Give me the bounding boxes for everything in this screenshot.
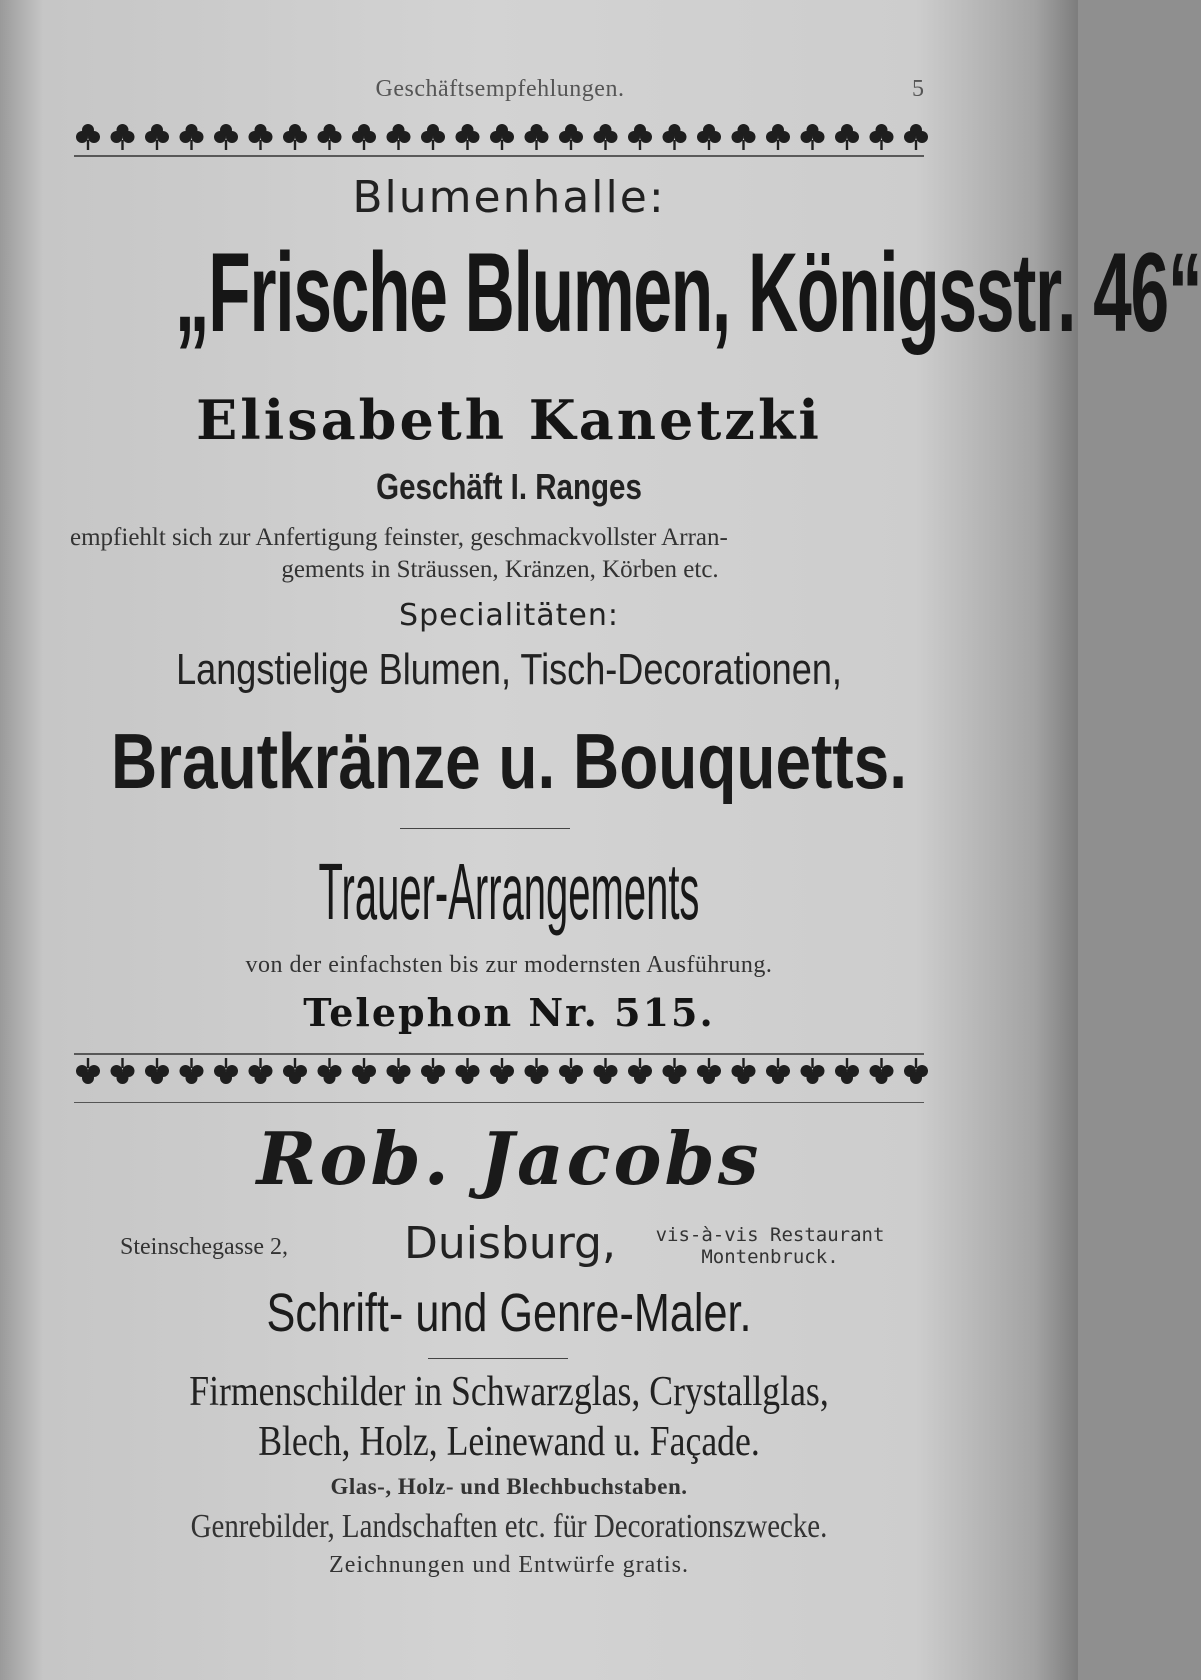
street-address: Steinschegasse 2,	[120, 1234, 288, 1260]
shop-description	[70, 522, 930, 586]
divider	[400, 828, 570, 829]
shop-rank: Geschäft I. Ranges	[376, 466, 642, 507]
shop-heading: Blumenhalle:	[352, 172, 666, 223]
signs-line-2: Blech, Holz, Leinewand u. Façade.	[258, 1419, 760, 1465]
mourning-note: von der einfachsten bis zur modernsten Ausführung.	[245, 952, 773, 978]
clover-ornament-top	[74, 124, 924, 158]
description-line-2: gements in Sträussen, Kränzen, Körben etc.	[281, 556, 719, 583]
section-rule	[74, 1102, 924, 1103]
landmark-line-1: vis-à-vis Restaurant	[655, 1224, 885, 1246]
description-line-1: empfiehlt sich zur Anfertigung feinster, geschmackvollster Arran-	[70, 524, 728, 551]
signs-line-1: Firmenschilder in Schwarzglas, Crystallglas,	[189, 1369, 829, 1415]
drawings-line: Zeichnungen und Entwürfe gratis.	[329, 1552, 689, 1578]
page-number: 5	[912, 76, 924, 102]
letters-line: Glas-, Holz- und Blechbuchstaben.	[330, 1474, 688, 1499]
owner-name: Elisabeth Kanetzki	[196, 388, 822, 452]
running-header: Geschäftsempfehlungen.	[375, 76, 625, 102]
specials-line-1: Langstielige Blumen, Tisch-Decorationen,	[176, 645, 842, 694]
specials-line-2: Brautkränze u. Bouquetts.	[110, 717, 908, 805]
trade-heading: Schrift- und Genre-Maler.	[266, 1283, 752, 1343]
telephone-number: Telephon Nr. 515.	[303, 990, 715, 1035]
painter-name: Rob. Jacobs	[256, 1116, 762, 1201]
shop-headline: „Frische Blumen, Königsstr. 46“	[174, 230, 1201, 355]
clover-ornament-bottom	[74, 1052, 924, 1086]
landmark-line-2: Montenbruck.	[701, 1246, 839, 1268]
city-name: Duisburg,	[404, 1218, 616, 1269]
divider-small	[428, 1358, 568, 1359]
pictures-line: Genrebilder, Landschaften etc. für Decorationszwecke.	[190, 1508, 828, 1545]
mourning-heading: Trauer-Arrangements	[318, 847, 700, 936]
specials-label: Specialitäten:	[399, 598, 619, 633]
landmark-note	[630, 1224, 910, 1268]
